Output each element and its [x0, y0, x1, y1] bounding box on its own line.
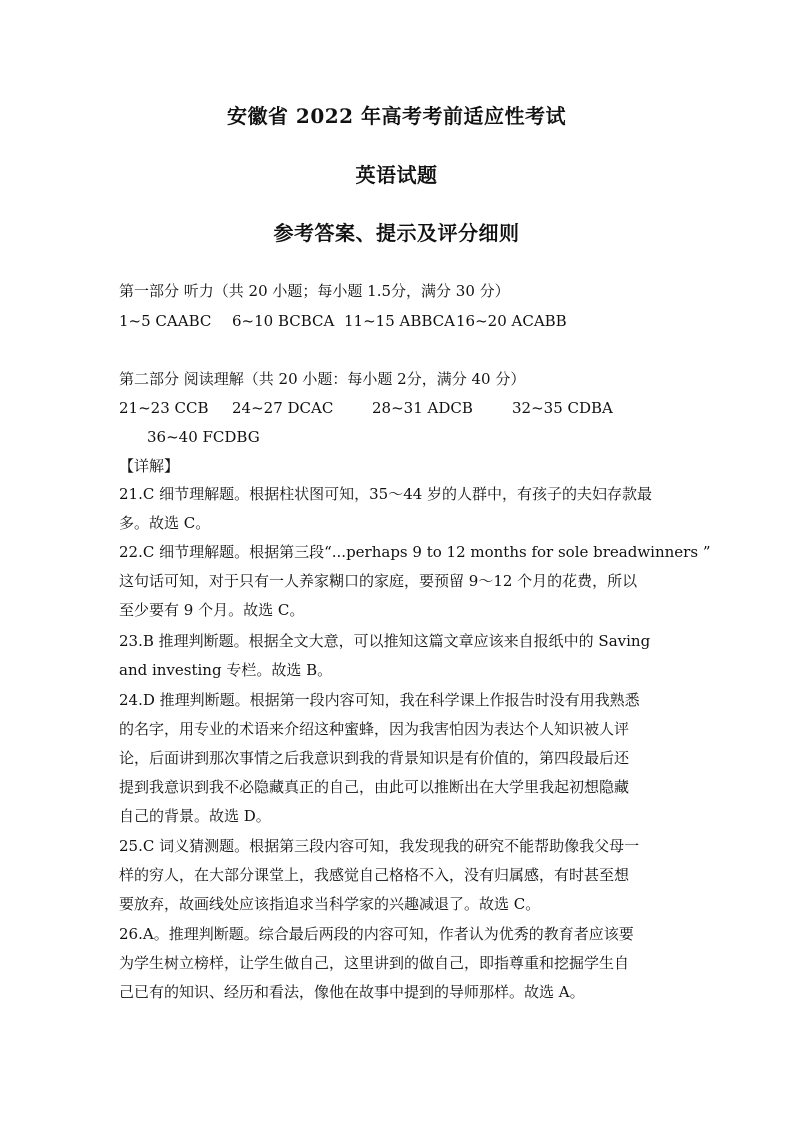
- explanation-line: 24.D 推理判断题。根据第一段内容可知，我在科学课上作报告时没有用我熟悉: [119, 691, 640, 709]
- part2-answer-2: 24~27 DCAC: [232, 399, 334, 417]
- explanation-line: 论，后面讲到那次事情之后我意识到我的背景知识是有价值的，第四段最后还: [119, 749, 630, 767]
- detail-heading: 【详解】: [119, 457, 180, 475]
- document-subject: 英语试题: [355, 163, 438, 187]
- part1-heading: 第一部分 听力（共 20 小题；每小题 1.5分，满分 30 分）: [119, 282, 510, 300]
- explanation-line: 自己的背景。故选 D。: [119, 807, 271, 825]
- explanation-line: 22.C 细节理解题。根据第三段“...perhaps 9 to 12 months for sole breadwinners ”: [119, 543, 711, 561]
- explanation-q21: [119, 480, 671, 538]
- document-title: 安徽省 2022 年高考考前适应性考试: [226, 104, 567, 128]
- part1-answer-1: 1~5 CAABC: [119, 312, 212, 330]
- part2-answer-1: 21~23 CCB: [119, 399, 209, 417]
- part2-answer-3: 28~31 ADCB: [372, 399, 473, 417]
- explanation-line: 的名字，用专业的术语来介绍这种蜜蜂，因为我害怕因为表达个人知识被人评: [119, 720, 630, 738]
- explanation-q24: [119, 686, 671, 831]
- explanation-line: 至少要有 9 个月。故选 C。: [119, 601, 305, 619]
- explanation-line: 己已有的知识、经历和看法，像他在故事中提到的导师那样。故选 A。: [119, 983, 585, 1001]
- explanation-line: 25.C 词义猜测题。根据第三段内容可知，我发现我的研究不能帮助像我父母一: [119, 837, 640, 855]
- explanation-line: 为学生树立榜样，让学生做自己，这里讲到的做自己，即指尊重和挖掘学生自: [119, 954, 630, 972]
- explanation-line: and investing 专栏。故选 B。: [119, 661, 333, 679]
- explanation-line: 23.B 推理判断题。根据全文大意，可以推知这篇文章应该来自报纸中的 Saving: [119, 632, 651, 650]
- explanation-line: 提到我意识到我不必隐藏真正的自己，由此可以推断出在大学里我起初想隐藏: [119, 778, 630, 796]
- explanation-q26: [119, 920, 671, 1007]
- explanation-line: 21.C 细节理解题。根据柱状图可知，35～44 岁的人群中，有孩子的夫妇存款最: [119, 485, 653, 503]
- part2-heading: 第二部分 阅读理解（共 20 小题：每小题 2分，满分 40 分）: [119, 370, 526, 388]
- explanation-q25: [119, 832, 671, 919]
- explanation-line: 多。故选 C。: [119, 514, 211, 532]
- part2-answer-4: 32~35 CDBA: [512, 399, 613, 417]
- part1-answer-4: 16~20 ACABB: [456, 312, 567, 330]
- part1-answer-2: 6~10 BCBCA: [232, 312, 335, 330]
- explanation-line: 这句话可知，对于只有一人养家糊口的家庭，要预留 9～12 个月的花费，所以: [119, 572, 638, 590]
- explanation-q23: [119, 627, 671, 685]
- document-subtitle: 参考答案、提示及评分细则: [273, 221, 520, 245]
- explanation-q22: [119, 538, 711, 625]
- part1-answer-3: 11~15 ABBCA: [344, 312, 455, 330]
- explanation-line: 样的穷人，在大部分课堂上，我感觉自己格格不入，没有归属感，有时甚至想: [119, 866, 630, 884]
- explanation-line: 26.A。推理判断题。综合最后两段的内容可知，作者认为优秀的教育者应该要: [119, 925, 634, 943]
- part2-answer-5: 36~40 FCDBG: [147, 428, 260, 446]
- explanation-line: 要放弃，故画线处应该指追求当科学家的兴趣减退了。故选 C。: [119, 895, 541, 913]
